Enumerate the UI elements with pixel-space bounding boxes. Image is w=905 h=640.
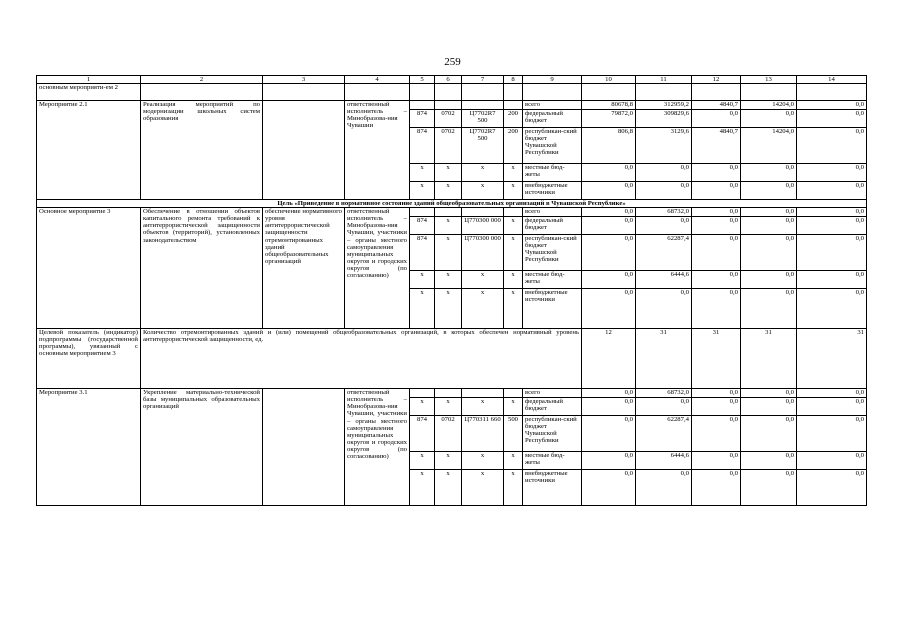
value-cell: 0,0 — [741, 110, 797, 128]
code-cell: x — [462, 398, 504, 416]
source-cell: федеральный бюджет — [523, 217, 582, 235]
value-cell: 0,0 — [741, 235, 797, 271]
code-cell: 0702 — [435, 110, 462, 128]
source-cell: федеральный бюджет — [523, 398, 582, 416]
goal-row — [37, 200, 867, 208]
value-cell: 0,0 — [636, 164, 692, 182]
value-cell: 0,0 — [692, 235, 741, 271]
source-cell: республикан-ский бюджет Чувашской Республики — [523, 128, 582, 164]
value-cell: 0,0 — [692, 398, 741, 416]
code-cell — [410, 101, 435, 110]
code-cell: x — [504, 452, 523, 470]
value-cell: 0,0 — [741, 289, 797, 329]
code-cell: 200 — [504, 110, 523, 128]
value-cell: 0,0 — [741, 452, 797, 470]
value-cell: 0,0 — [741, 416, 797, 452]
code-cell: Ц770300 000 — [462, 217, 504, 235]
value-cell: 0,0 — [582, 398, 636, 416]
row-label: Мероприятие 3.1 — [37, 389, 141, 506]
header-cell: 13 — [741, 76, 797, 84]
code-cell: 874 — [410, 217, 435, 235]
indicator-value: 31 — [797, 329, 867, 389]
value-cell: 0,0 — [797, 101, 867, 110]
code-cell: x — [462, 164, 504, 182]
value-cell: 309829,6 — [636, 110, 692, 128]
indicator-value: 12 — [582, 329, 636, 389]
code-cell: Ц7702R7 500 — [462, 128, 504, 164]
code-cell: x — [462, 289, 504, 329]
header-cell: 14 — [797, 76, 867, 84]
value-cell: 0,0 — [741, 271, 797, 289]
value-cell: 0,0 — [741, 398, 797, 416]
source-cell: внебюджетные источники — [523, 182, 582, 200]
code-cell: x — [410, 164, 435, 182]
header-cell: 9 — [523, 76, 582, 84]
code-cell: x — [504, 289, 523, 329]
value-cell: 0,0 — [692, 110, 741, 128]
value-cell: 0,0 — [692, 182, 741, 200]
indicator-value: 31 — [741, 329, 797, 389]
value-cell: 0,0 — [582, 208, 636, 217]
code-cell: x — [410, 182, 435, 200]
header-cell: 10 — [582, 76, 636, 84]
value-cell: 62287,4 — [636, 235, 692, 271]
source-cell: внебюджетные источники — [523, 289, 582, 329]
value-cell: 0,0 — [797, 217, 867, 235]
result-cell — [263, 389, 345, 506]
value-cell: 79872,0 — [582, 110, 636, 128]
value-cell: 4840,7 — [692, 101, 741, 110]
code-cell — [435, 101, 462, 110]
indicator-text: Количество отремонтированных зданий и (или) помещений общеобразовательных организаций, в которых обеспечен нормативный уровень антитеррористической защищенности, ед. — [141, 329, 582, 389]
value-cell: 0,0 — [741, 217, 797, 235]
code-cell: 0702 — [435, 128, 462, 164]
value-cell: 0,0 — [636, 217, 692, 235]
result-cell — [263, 101, 345, 200]
header-cell: 3 — [263, 76, 345, 84]
value-cell: 0,0 — [582, 389, 636, 398]
code-cell: x — [410, 470, 435, 506]
value-cell: 0,0 — [692, 289, 741, 329]
value-cell: 0,0 — [582, 235, 636, 271]
code-cell: x — [462, 271, 504, 289]
value-cell: 0,0 — [797, 208, 867, 217]
code-cell: x — [435, 182, 462, 200]
value-cell: 0,0 — [797, 398, 867, 416]
value-cell: 0,0 — [797, 271, 867, 289]
value-cell: 0,0 — [582, 164, 636, 182]
header-cell: 11 — [636, 76, 692, 84]
header-cell: 4 — [345, 76, 410, 84]
code-cell: x — [435, 398, 462, 416]
value-cell: 0,0 — [582, 271, 636, 289]
value-cell: 0,0 — [797, 235, 867, 271]
code-cell — [504, 389, 523, 398]
code-cell — [435, 208, 462, 217]
value-cell: 0,0 — [582, 416, 636, 452]
indicator-value: 31 — [636, 329, 692, 389]
row-label: Мероприятие 2.1 — [37, 101, 141, 200]
value-cell: 0,0 — [582, 182, 636, 200]
code-cell: 0702 — [435, 416, 462, 452]
value-cell: 0,0 — [741, 164, 797, 182]
code-cell: 874 — [410, 110, 435, 128]
value-cell: 0,0 — [797, 389, 867, 398]
value-cell: 62287,4 — [636, 416, 692, 452]
value-cell: 0,0 — [797, 470, 867, 506]
value-cell: 0,0 — [692, 452, 741, 470]
value-cell: 0,0 — [582, 470, 636, 506]
code-cell: x — [410, 452, 435, 470]
value-cell: 0,0 — [797, 289, 867, 329]
value-cell: 0,0 — [741, 182, 797, 200]
source-cell: всего — [523, 389, 582, 398]
source-cell: внебюджетные источники — [523, 470, 582, 506]
code-cell: x — [504, 235, 523, 271]
code-cell: x — [435, 289, 462, 329]
code-cell: 874 — [410, 235, 435, 271]
value-cell: 0,0 — [582, 217, 636, 235]
value-cell: 0,0 — [797, 416, 867, 452]
code-cell: x — [462, 470, 504, 506]
indicator-label: Целевой показатель (индикатор) подпрограммы (государственной программы), увязанный с основным мероприятием 3 — [37, 329, 141, 389]
value-cell: 80678,8 — [582, 101, 636, 110]
source-cell: всего — [523, 208, 582, 217]
header-cell: 5 — [410, 76, 435, 84]
value-cell: 0,0 — [692, 470, 741, 506]
code-cell: x — [462, 452, 504, 470]
code-cell: x — [504, 182, 523, 200]
code-cell: x — [410, 289, 435, 329]
value-cell: 0,0 — [636, 289, 692, 329]
indicator-row — [37, 329, 867, 389]
indicator-value: 31 — [692, 329, 741, 389]
code-cell: x — [435, 235, 462, 271]
code-cell: x — [435, 470, 462, 506]
value-cell: 68732,0 — [636, 389, 692, 398]
code-cell — [504, 101, 523, 110]
value-cell: 0,0 — [636, 398, 692, 416]
code-cell: 874 — [410, 416, 435, 452]
value-cell: 0,0 — [636, 182, 692, 200]
code-cell: x — [435, 164, 462, 182]
code-cell — [462, 389, 504, 398]
executor-cell: ответственный исполнитель – Минобразова-ния Чувашии, участники – органы местного самоуправления муниципальных округов и городских округов (по согласованию) — [345, 389, 410, 506]
code-cell — [462, 208, 504, 217]
code-cell — [410, 208, 435, 217]
code-cell: x — [435, 452, 462, 470]
source-cell: республикан-ский бюджет Чувашской Республики — [523, 235, 582, 271]
code-cell: x — [504, 164, 523, 182]
header-row — [37, 76, 867, 84]
value-cell: 0,0 — [692, 271, 741, 289]
code-cell — [410, 389, 435, 398]
value-cell: 14204,0 — [741, 128, 797, 164]
value-cell: 0,0 — [741, 470, 797, 506]
source-cell: местные бюд-жеты — [523, 452, 582, 470]
code-cell: x — [462, 182, 504, 200]
value-cell: 0,0 — [692, 416, 741, 452]
result-cell: обеспечение нормативного уровня антитеррористической защищенности отремонтированных зданий общеобразовательных организаций — [263, 208, 345, 329]
header-cell: 7 — [462, 76, 504, 84]
code-cell: x — [504, 470, 523, 506]
value-cell: 0,0 — [582, 289, 636, 329]
value-cell: 0,0 — [797, 110, 867, 128]
code-cell: Ц770311 660 — [462, 416, 504, 452]
code-cell: Ц770300 000 — [462, 235, 504, 271]
page-number: 259 — [444, 56, 461, 68]
header-cell: 2 — [141, 76, 263, 84]
source-cell: всего — [523, 101, 582, 110]
row-label: Основное мероприятие 3 — [37, 208, 141, 329]
code-cell — [462, 101, 504, 110]
header-cell: 6 — [435, 76, 462, 84]
value-cell: 0,0 — [582, 452, 636, 470]
table-row — [37, 84, 867, 101]
value-cell: 68732,0 — [636, 208, 692, 217]
source-cell: местные бюд-жеты — [523, 164, 582, 182]
activity-description: Укрепление материально-технической базы муниципальных образовательных организаций — [141, 389, 263, 506]
value-cell: 0,0 — [797, 164, 867, 182]
budget-table — [36, 75, 867, 506]
source-cell: федеральный бюджет — [523, 110, 582, 128]
code-cell: 874 — [410, 128, 435, 164]
value-cell: 806,8 — [582, 128, 636, 164]
value-cell: 0,0 — [741, 389, 797, 398]
activity-description: Обеспечение в отношении объектов капитального ремонта требований к антитеррористической защищенности объектов (территорий), установленных законодательством — [141, 208, 263, 329]
header-cell: 12 — [692, 76, 741, 84]
row-label: основным мероприяти-ем 2 — [37, 84, 141, 101]
header-cell: 8 — [504, 76, 523, 84]
value-cell: 0,0 — [692, 389, 741, 398]
code-cell: x — [435, 271, 462, 289]
code-cell: x — [504, 217, 523, 235]
activity-description: Реализация мероприятий по модернизации школьных систем образования — [141, 101, 263, 200]
value-cell: 3129,6 — [636, 128, 692, 164]
code-cell: x — [435, 217, 462, 235]
value-cell: 0,0 — [692, 164, 741, 182]
value-cell: 0,0 — [692, 217, 741, 235]
value-cell: 6444,6 — [636, 271, 692, 289]
source-cell: местные бюд-жеты — [523, 271, 582, 289]
code-cell — [435, 389, 462, 398]
code-cell: x — [410, 398, 435, 416]
value-cell: 14204,0 — [741, 101, 797, 110]
code-cell: x — [504, 271, 523, 289]
value-cell: 0,0 — [741, 208, 797, 217]
table-row — [37, 208, 867, 217]
executor-cell: ответственный исполнитель – Минобразова-ния Чувашии — [345, 101, 410, 200]
value-cell: 4840,7 — [692, 128, 741, 164]
source-cell: республикан-ский бюджет Чувашской Республики — [523, 416, 582, 452]
executor-cell: ответственный исполнитель – Минобразова-ния Чувашии, участники – органы местного самоуправления муниципальных округов и городских округов (по согласованию) — [345, 208, 410, 329]
goal-heading: Цель «Приведение в нормативное состояние зданий общеобразовательных организаций в Чувашской Республике» — [37, 200, 867, 208]
table-row — [37, 101, 867, 110]
code-cell — [504, 208, 523, 217]
code-cell: x — [504, 398, 523, 416]
value-cell: 312959,2 — [636, 101, 692, 110]
code-cell: 500 — [504, 416, 523, 452]
value-cell: 0,0 — [692, 208, 741, 217]
value-cell: 0,0 — [636, 470, 692, 506]
header-cell: 1 — [37, 76, 141, 84]
value-cell: 6444,6 — [636, 452, 692, 470]
value-cell: 0,0 — [797, 452, 867, 470]
code-cell: Ц7702R7 500 — [462, 110, 504, 128]
code-cell: x — [410, 271, 435, 289]
value-cell: 0,0 — [797, 182, 867, 200]
code-cell: 200 — [504, 128, 523, 164]
value-cell: 0,0 — [797, 128, 867, 164]
table-row — [37, 389, 867, 398]
